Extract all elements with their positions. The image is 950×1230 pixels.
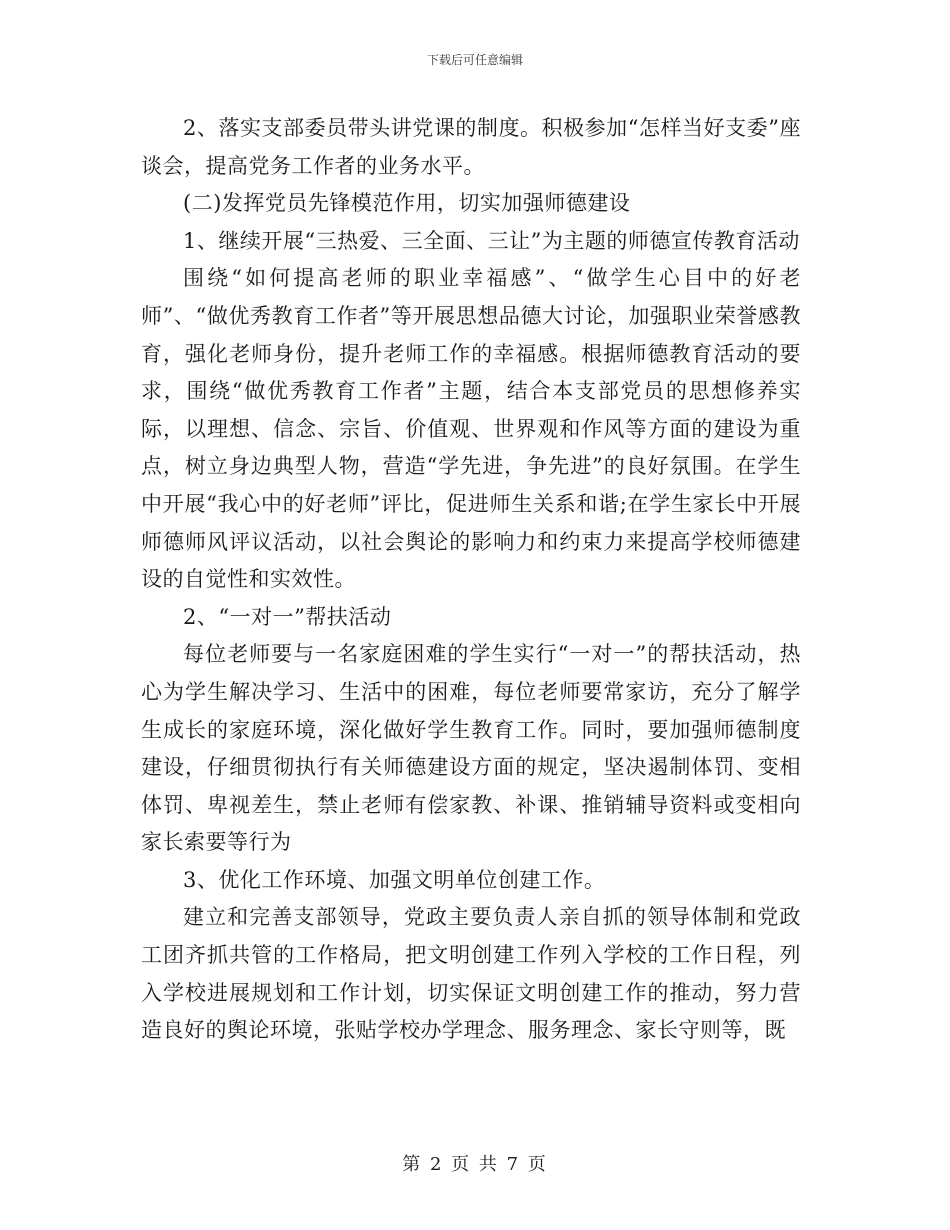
paragraph-civilization-work: 建立和完善支部领导，党政主要负责人亲自抓的领导体制和党政工团齐抓共管的工作格局，把文明创建工作列入学校的工作日程，列入学校进展规划和工作计划，切实保证文明创建工作的推动，努力营造良好的舆论环境，张贴学校办学理念、服务理念、家长守则等，既 <box>141 905 801 1043</box>
paragraph-ethics-discussion: 围绕“如何提高老师的职业幸福感”、“做学生心目中的好老师”、“做优秀教育工作者”等开展思想品德大讨论，加强职业荣誉感教育，强化老师身份，提升老师工作的幸福感。根据师德教育活动的要求，围绕“做优秀教育工作者”主题，结合本支部党员的思想修养实际，以理想、信念、宗旨、价值观、世界观和作风等方面的建设为重点，树立身边典型人物，营造“学先进，争先进”的良好氛围。在学生中开展“我心中的好老师”评比，促进师生关系和谐;在学生家长中开展师德师风评议活动，以社会舆论的影响力和约束力来提高学校师德建设的自觉性和实效性。 <box>141 266 801 592</box>
paragraph-item-1-lecture-system: 2、落实支部委员带头讲党课的制度。积极参加“怎样当好支委”座谈会，提高党务工作者的业务水平。 <box>141 116 801 178</box>
section-heading-teacher-ethics: (二)发挥党员先锋模范作用，切实加强师德建设 <box>183 191 631 216</box>
document-body <box>141 110 801 1050</box>
paragraph-item-1-ethics-campaign: 1、继续开展“三热爱、三全面、三让”为主题的师德宣传教育活动 <box>183 228 800 253</box>
page-number: 第 2 页 共 7 页 <box>402 1154 548 1175</box>
paragraph-item-2-one-to-one: 2、“一对一”帮扶活动 <box>183 604 392 629</box>
paragraph-one-to-one-details: 每位老师要与一名家庭困难的学生实行“一对一”的帮扶活动，热心为学生解决学习、生活中的困难，每位老师要常家访，充分了解学生成长的家庭环境，深化做好学生教育工作。同时，要加强师德制度建设，仔细贯彻执行有关师德建设方面的规定，坚决遏制体罚、变相体罚、卑视差生，禁止老师有偿家教、补课、推销辅导资料或变相向家长索要等行为 <box>141 642 801 855</box>
paragraph-item-3-environment: 3、优化工作环境、加强文明单位创建工作。 <box>183 867 606 892</box>
page-header: 下载后可任意编辑 <box>426 53 523 67</box>
